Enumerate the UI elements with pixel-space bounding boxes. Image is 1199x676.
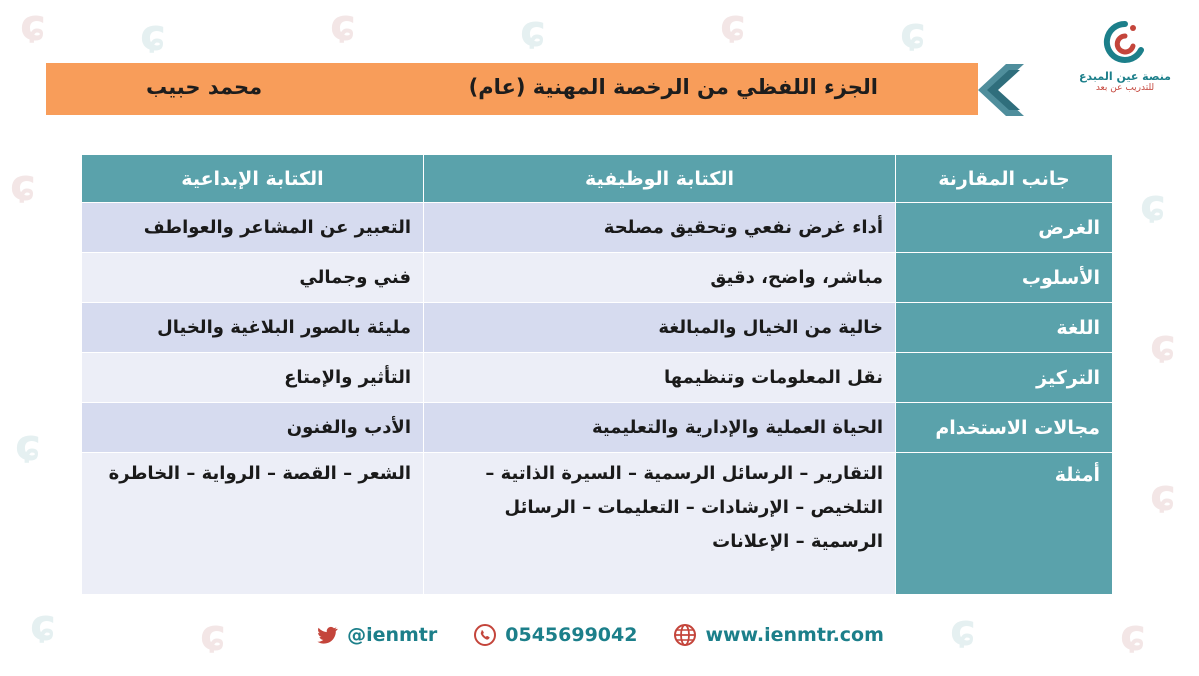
twitter-contact[interactable] [315, 623, 437, 647]
logo-name: منصة عين المبدع [1078, 70, 1171, 83]
chevron-left-icon [976, 62, 1028, 118]
page-title: الجزء اللفظي من الرخصة المهنية (عام) [468, 75, 878, 99]
row-creative: الأدب والفنون [82, 403, 424, 453]
table-row [82, 203, 1113, 253]
brand-logo [1070, 20, 1180, 115]
logo-tagline: للتدريب عن بعد [1095, 83, 1155, 93]
table-row [82, 253, 1113, 303]
row-functional: الحياة العملية والإدارية والتعليمية [424, 403, 896, 453]
row-creative: فني وجمالي [82, 253, 424, 303]
header-functional: الكتابة الوظيفية [424, 155, 896, 203]
header-creative: الكتابة الإبداعية [82, 155, 424, 203]
row-functional: التقارير – الرسائل الرسمية – السيرة الذاتية – التلخيص – الإرشادات – التعليمات – الرسائل الرسمية – الإعلانات [424, 453, 896, 595]
author-name: محمد حبيب [146, 75, 263, 99]
twitter-handle: @ienmtr [347, 624, 438, 646]
row-creative: التأثير والإمتاع [82, 353, 424, 403]
row-aspect: اللغة [896, 303, 1113, 353]
header-aspect: جانب المقارنة [896, 155, 1113, 203]
comparison-table [81, 154, 1113, 595]
logo-mark-icon [1103, 20, 1147, 68]
table-header-row [82, 155, 1113, 203]
phone-contact[interactable] [473, 623, 637, 647]
contact-footer [0, 620, 1199, 650]
row-aspect: الغرض [896, 203, 1113, 253]
row-creative: التعبير عن المشاعر والعواطف [82, 203, 424, 253]
globe-icon [673, 623, 697, 647]
title-bar [46, 63, 978, 115]
table-row [82, 353, 1113, 403]
row-aspect: مجالات الاستخدام [896, 403, 1113, 453]
row-creative: مليئة بالصور البلاغية والخيال [82, 303, 424, 353]
row-aspect: التركيز [896, 353, 1113, 403]
row-aspect: أمثلة [896, 453, 1113, 595]
whatsapp-icon [473, 623, 497, 647]
table-row [82, 303, 1113, 353]
table-row [82, 453, 1113, 595]
row-functional: أداء غرض نفعي وتحقيق مصلحة [424, 203, 896, 253]
phone-number: 0545699042 [505, 624, 638, 646]
row-functional: مباشر، واضح، دقيق [424, 253, 896, 303]
website-contact[interactable] [673, 623, 883, 647]
table-row [82, 403, 1113, 453]
twitter-icon [315, 623, 339, 647]
row-functional: نقل المعلومات وتنظيمها [424, 353, 896, 403]
website-url: www.ienmtr.com [705, 624, 884, 646]
row-creative: الشعر – القصة – الرواية – الخاطرة [82, 453, 424, 595]
row-functional: خالية من الخيال والمبالغة [424, 303, 896, 353]
row-aspect: الأسلوب [896, 253, 1113, 303]
